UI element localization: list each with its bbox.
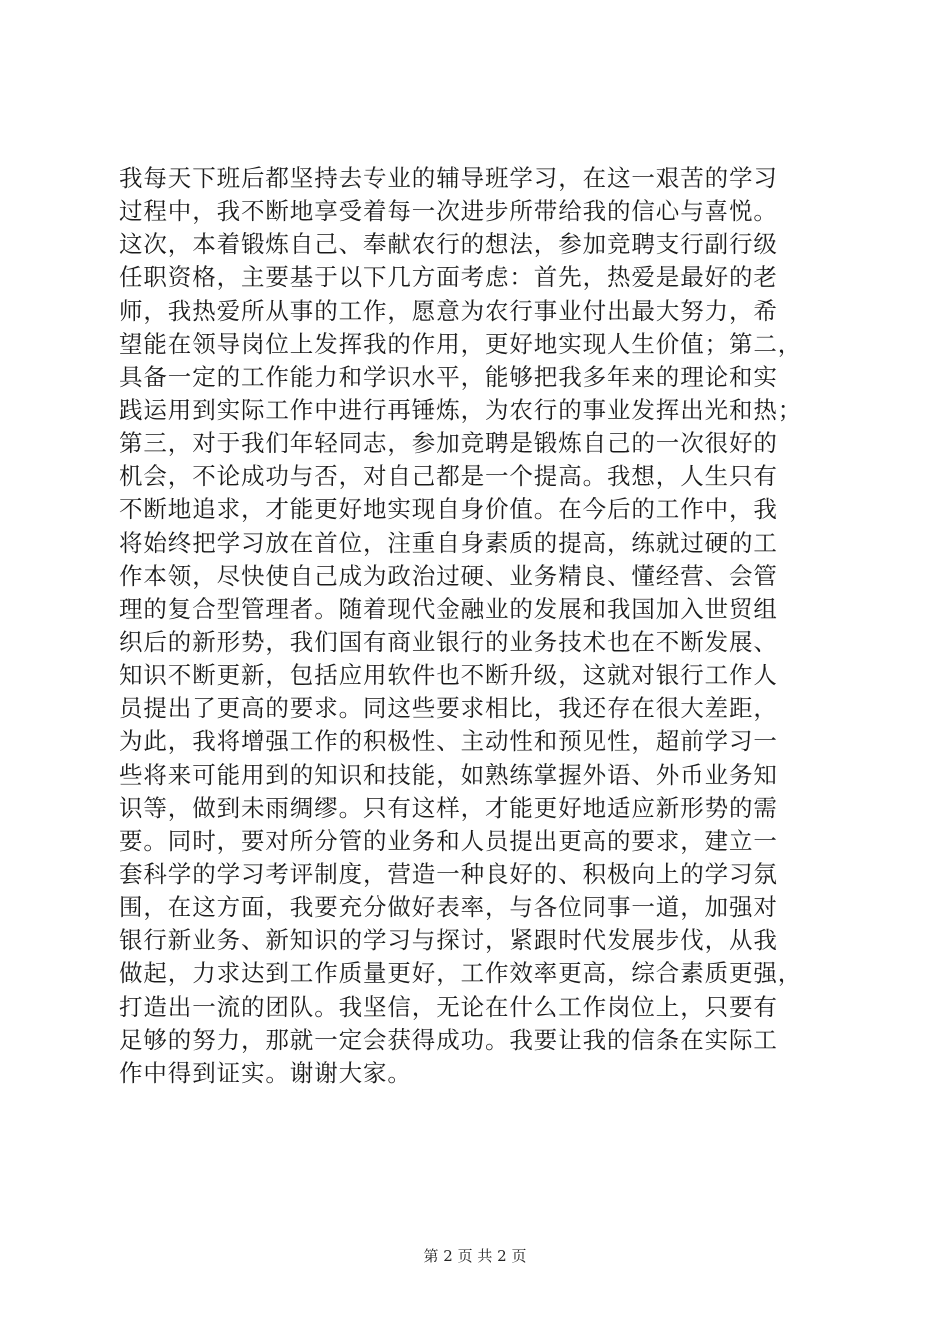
text-line: 些将来可能用到的知识和技能，如熟练掌握外语、外币业务知 [119, 760, 778, 789]
text-line: 这次，本着锻炼自己、奉献农行的想法，参加竞聘支行副行级 [119, 230, 778, 259]
text-line: 理的复合型管理者。随着现代金融业的发展和我国加入世贸组 [119, 594, 778, 623]
text-line: 第三，对于我们年轻同志，参加竞聘是锻炼自己的一次很好的 [119, 429, 778, 458]
text-line: 具备一定的工作能力和学识水平，能够把我多年来的理论和实 [119, 362, 778, 391]
text-line: 我每天下班后都坚持去专业的辅导班学习，在这一艰苦的学习 [119, 164, 778, 192]
text-line: 识等，做到未雨绸缪。只有这样，才能更好地适应新形势的需 [119, 793, 778, 822]
text-line: 足够的努力，那就一定会获得成功。我要让我的信条在实际工 [119, 1025, 778, 1054]
text-line: 望能在领导岗位上发挥我的作用，更好地实现人生价值；第二， [119, 329, 803, 358]
text-line: 员提出了更高的要求。同这些要求相比，我还存在很大差距， [119, 694, 778, 723]
text-line: 要。同时，要对所分管的业务和人员提出更高的要求，建立一 [119, 826, 778, 855]
page-footer [0, 1246, 950, 1266]
body-text [119, 162, 839, 1090]
text-line: 银行新业务、新知识的学习与探讨，紧跟时代发展步伐，从我 [119, 926, 778, 955]
text-line: 为此，我将增强工作的积极性、主动性和预见性，超前学习一 [119, 727, 778, 756]
text-line: 做起，力求达到工作质量更好，工作效率更高，综合素质更强， [119, 959, 803, 988]
text-line: 任职资格，主要基于以下几方面考虑：首先，热爱是最好的老 [119, 263, 778, 292]
text-line: 知识不断更新，包括应用软件也不断升级，这就对银行工作人 [119, 661, 778, 690]
text-line: 织后的新形势，我们国有商业银行的业务技术也在不断发展、 [119, 627, 778, 656]
text-line: 作中得到证实。谢谢大家。 [119, 1058, 412, 1087]
text-line: 打造出一流的团队。我坚信，无论在什么工作岗位上，只要有 [119, 992, 778, 1021]
text-line: 践运用到实际工作中进行再锤炼，为农行的事业发挥出光和热； [119, 395, 803, 424]
text-line: 机会，不论成功与否，对自己都是一个提高。我想，人生只有 [119, 462, 778, 491]
page-number-label: 第 2 页 共 2 页 [423, 1247, 527, 1265]
text-line: 师，我热爱所从事的工作，愿意为农行事业付出最大努力，希 [119, 296, 778, 325]
text-line: 不断地追求，才能更好地实现自身价值。在今后的工作中，我 [119, 495, 778, 524]
text-line: 过程中，我不断地享受着每一次进步所带给我的信心与喜悦。 [119, 197, 778, 226]
text-line: 作本领，尽快使自己成为政治过硬、业务精良、懂经营、会管 [119, 561, 778, 590]
text-line: 套科学的学习考评制度，营造一种良好的、积极向上的学习氛 [119, 859, 778, 888]
text-line: 围，在这方面，我要充分做好表率，与各位同事一道，加强对 [119, 893, 778, 922]
text-line: 将始终把学习放在首位，注重自身素质的提高，练就过硬的工 [119, 528, 778, 557]
